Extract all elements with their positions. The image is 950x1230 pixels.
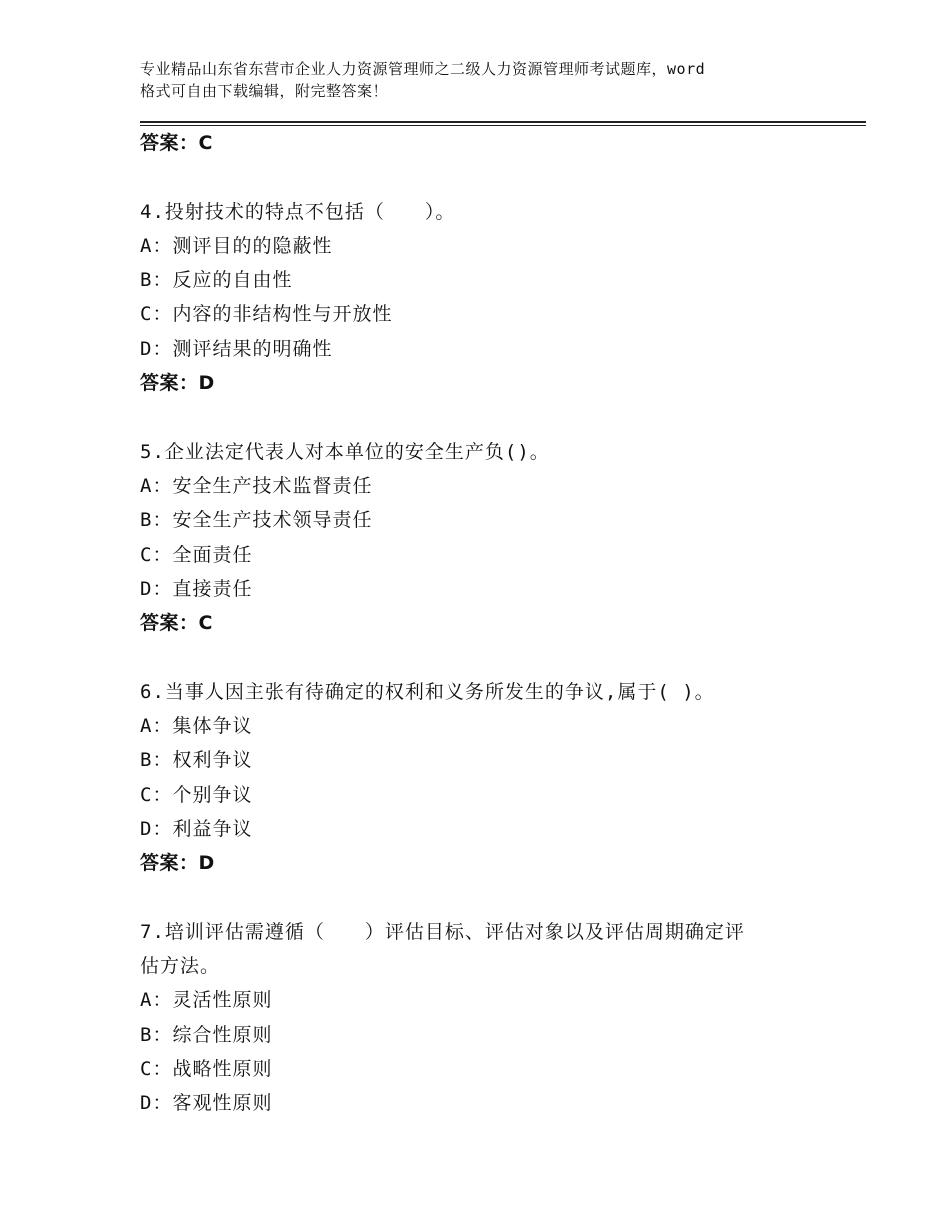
answer: 答案：D [140,852,215,875]
option-d: D：客观性原则 [140,1092,273,1115]
option-b: B：权利争议 [140,749,253,772]
question-4 [140,195,840,401]
option-a: A：安全生产技术监督责任 [140,474,373,497]
spacer [140,160,840,194]
document-header [140,58,840,102]
header-line-1: 专业精品山东省东营市企业人力资源管理师之二级人力资源管理师考试题库，word [140,60,706,78]
answer: 答案：C [140,612,213,635]
option-a: A：测评目的的隐蔽性 [140,234,333,257]
option-b: B：安全生产技术领导责任 [140,509,373,532]
question-stem: 4.投射技术的特点不包括（ ）。 [140,200,456,223]
option-a: A：集体争议 [140,715,253,738]
option-a: A：灵活性原则 [140,989,273,1012]
option-b: B：综合性原则 [140,1023,273,1046]
option-d: D：直接责任 [140,577,253,600]
document-body [140,126,840,1121]
option-d: D：测评结果的明确性 [140,337,333,360]
question-stem-line-1: 7.培训评估需遵循（ ）评估目标、评估对象以及评估周期确定评 [140,920,745,943]
question-5 [140,435,840,641]
question-stem: 6.当事人因主张有待确定的权利和义务所发生的争议,属于( )。 [140,680,715,703]
spacer [140,881,840,915]
option-c: C：内容的非结构性与开放性 [140,303,393,326]
spacer [140,640,840,674]
question-stem: 5.企业法定代表人对本单位的安全生产负()。 [140,440,550,463]
option-b: B：反应的自由性 [140,269,293,292]
question-6 [140,675,840,881]
spacer [140,400,840,434]
option-d: D：利益争议 [140,817,253,840]
option-c: C：战略性原则 [140,1058,273,1081]
header-line-2: 格式可自由下载编辑，附完整答案！ [140,82,389,100]
header-rule-thick [140,121,866,123]
answer-previous: 答案：C [140,132,213,154]
question-7 [140,915,840,1121]
answer: 答案：D [140,372,215,395]
question-stem-line-2: 估方法。 [140,955,221,978]
option-c: C：个别争议 [140,783,253,806]
option-c: C：全面责任 [140,543,253,566]
